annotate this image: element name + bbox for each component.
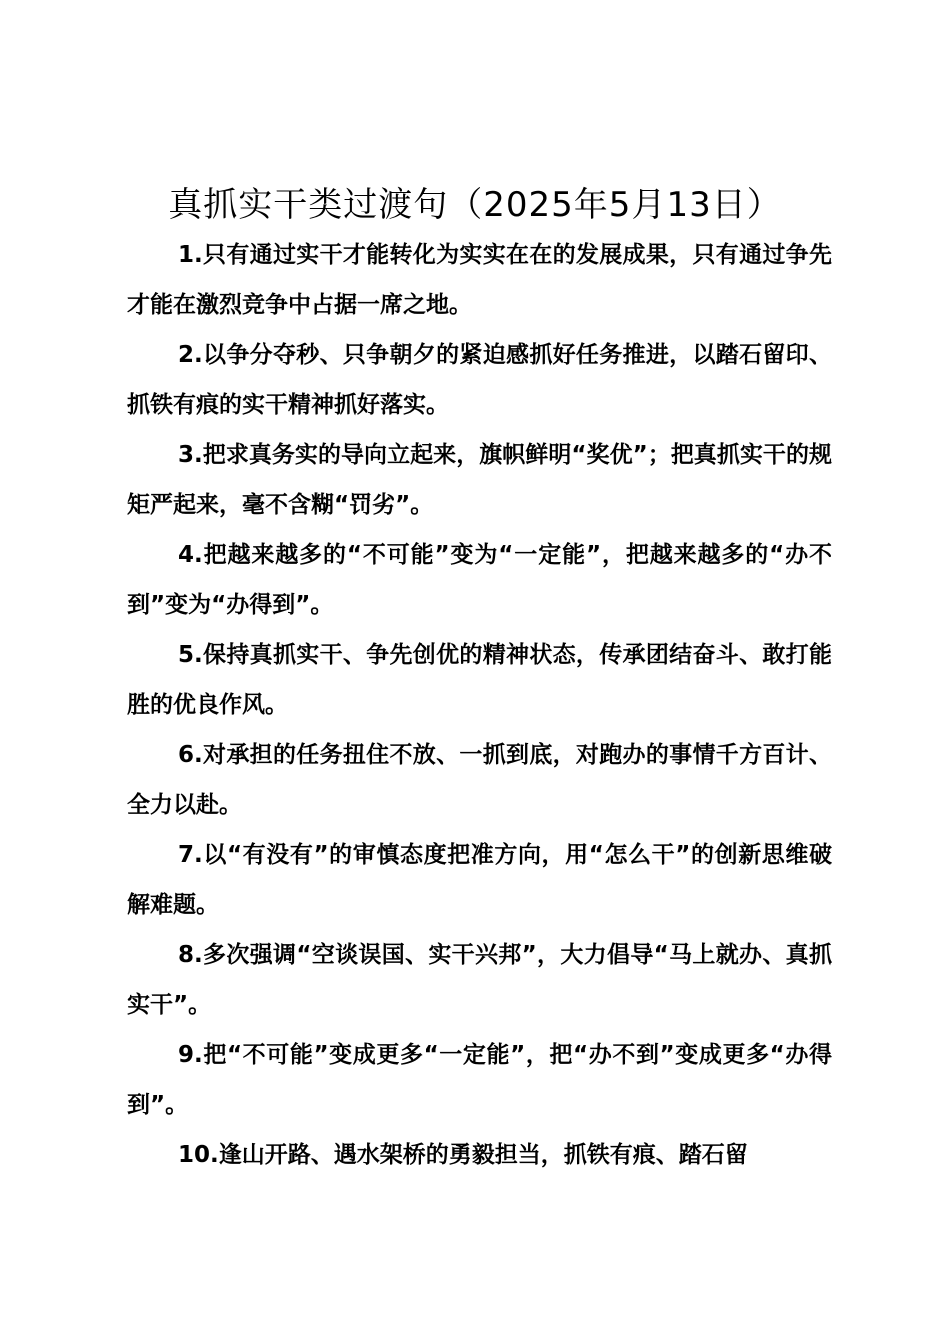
paragraph-2: 2.以争分夺秒、只争朝夕的紧迫感抓好任务推进，以踏石留印、抓铁有痕的实干精神抓好落实。: [127, 342, 832, 418]
paragraph-4: 4.把越来越多的“不可能”变为“一定能”，把越来越多的“办不到”变为“办得到”。: [127, 542, 832, 618]
paragraph-9: 9.把“不可能”变成更多“一定能”，把“办不到”变成更多“办得到”。: [127, 1042, 832, 1118]
paragraph-6: 6.对承担的任务扭住不放、一抓到底，对跑办的事情千方百计、全力以赴。: [127, 742, 832, 818]
paragraph-5: 5.保持真抓实干、争先创优的精神状态，传承团结奋斗、敢打能胜的优良作风。: [127, 642, 832, 718]
paragraph-1: 1.只有通过实干才能转化为实实在在的发展成果，只有通过争先才能在激烈竞争中占据一席之地。: [127, 242, 832, 318]
paragraph-3: 3.把求真务实的导向立起来，旗帜鲜明“奖优”；把真抓实干的规矩严起来，毫不含糊“罚劣”。: [127, 442, 832, 518]
paragraph-7: 7.以“有没有”的审慎态度把准方向，用“怎么干”的创新思维破解难题。: [127, 842, 832, 918]
document-title: 真抓实干类过渡句（2025年5月13日）: [168, 185, 782, 225]
document-body: [127, 230, 832, 1180]
paragraph-10: 10.逢山开路、遇水架桥的勇毅担当，抓铁有痕、踏石留: [178, 1142, 748, 1168]
paragraph-8: 8.多次强调“空谈误国、实干兴邦”，大力倡导“马上就办、真抓实干”。: [127, 942, 832, 1018]
